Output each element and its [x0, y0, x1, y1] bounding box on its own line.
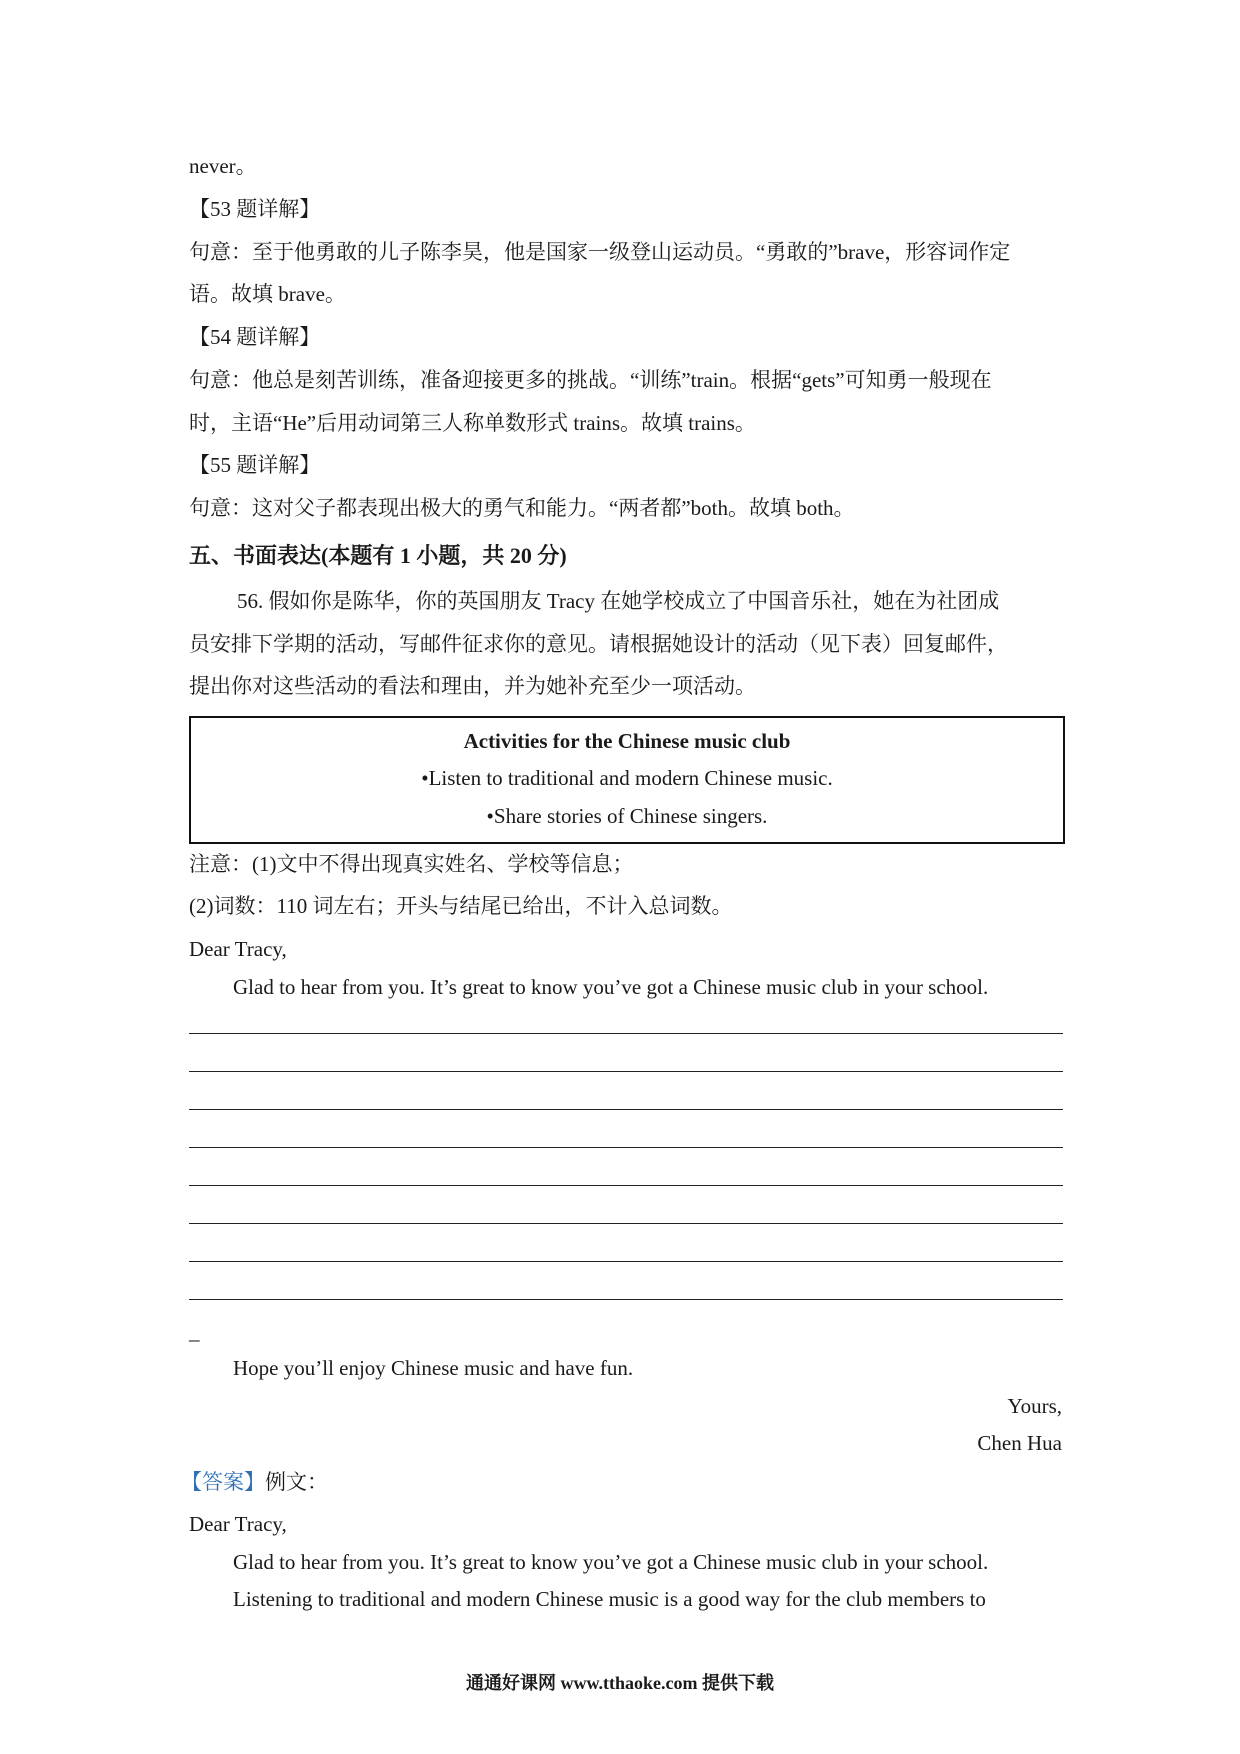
- answer-label: 【答案】: [181, 1470, 265, 1494]
- section-heading: 五、书面表达(本题有 1 小题，共 20 分): [189, 543, 567, 568]
- letter-signature: Chen Hua: [977, 1431, 1062, 1455]
- text-line: never。: [189, 154, 257, 178]
- answer-paragraph: Glad to hear from you. It’s great to know you’ve got a Chinese music club in your school.: [233, 1550, 989, 1574]
- dash-mark: _: [189, 1320, 200, 1344]
- writing-line: [189, 1071, 1063, 1072]
- letter-closing: Hope you’ll enjoy Chinese music and have fun.: [233, 1356, 634, 1380]
- writing-line: [189, 1261, 1063, 1262]
- activity-item: •Listen to traditional and modern Chinese music.: [421, 766, 833, 790]
- writing-line: [189, 1299, 1063, 1300]
- question-56-text: 56. 假如你是陈华，你的英国朋友 Tracy 在她学校成立了中国音乐社，她在为社团成: [237, 589, 1000, 613]
- writing-line: [189, 1033, 1063, 1034]
- writing-line: [189, 1223, 1063, 1224]
- activity-item: •Share stories of Chinese singers.: [486, 804, 768, 828]
- text-line: 句意：这对父子都表现出极大的勇气和能力。“两者都”both。故填 both。: [189, 496, 855, 520]
- writing-line: [189, 1185, 1063, 1186]
- question-56-text: 员安排下学期的活动，写邮件征求你的意见。请根据她设计的活动（见下表）回复邮件，: [189, 632, 1008, 656]
- letter-salutation: Dear Tracy,: [189, 937, 287, 961]
- writing-line: [189, 1109, 1063, 1110]
- text-line: 句意：他总是刻苦训练，准备迎接更多的挑战。“训练”train。根据“gets”可知勇一般现在: [189, 368, 992, 392]
- activities-title: Activities for the Chinese music club: [463, 729, 791, 753]
- note-line: 注意：(1)文中不得出现真实姓名、学校等信息；: [189, 852, 634, 876]
- activities-box: [189, 716, 1065, 844]
- page-footer: 通通好课网 www.tthaoke.com 提供下载: [466, 1673, 774, 1693]
- text-line: 时，主语“He”后用动词第三人称单数形式 trains。故填 trains。: [189, 411, 756, 435]
- question-54-label: 【54 题详解】: [189, 325, 321, 349]
- text-line: 句意：至于他勇敢的儿子陈李昊，他是国家一级登山运动员。“勇敢的”brave，形容词作定: [189, 240, 1011, 264]
- answer-label-after: 例文：: [265, 1470, 328, 1494]
- letter-opening: Glad to hear from you. It’s great to know you’ve got a Chinese music club in your school.: [233, 975, 989, 999]
- note-line: (2)词数：110 词左右；开头与结尾已给出，不计入总词数。: [189, 894, 733, 918]
- question-55-label: 【55 题详解】: [189, 453, 321, 477]
- answer-salutation: Dear Tracy,: [189, 1512, 287, 1536]
- answer-paragraph: Listening to traditional and modern Chinese music is a good way for the club members to: [233, 1587, 986, 1611]
- question-56-text: 提出你对这些活动的看法和理由，并为她补充至少一项活动。: [189, 674, 756, 698]
- answer-heading: [181, 1468, 328, 1496]
- letter-signoff: Yours,: [1007, 1394, 1062, 1418]
- question-53-label: 【53 题详解】: [189, 197, 321, 221]
- text-line: 语。故填 brave。: [189, 282, 346, 306]
- writing-line: [189, 1147, 1063, 1148]
